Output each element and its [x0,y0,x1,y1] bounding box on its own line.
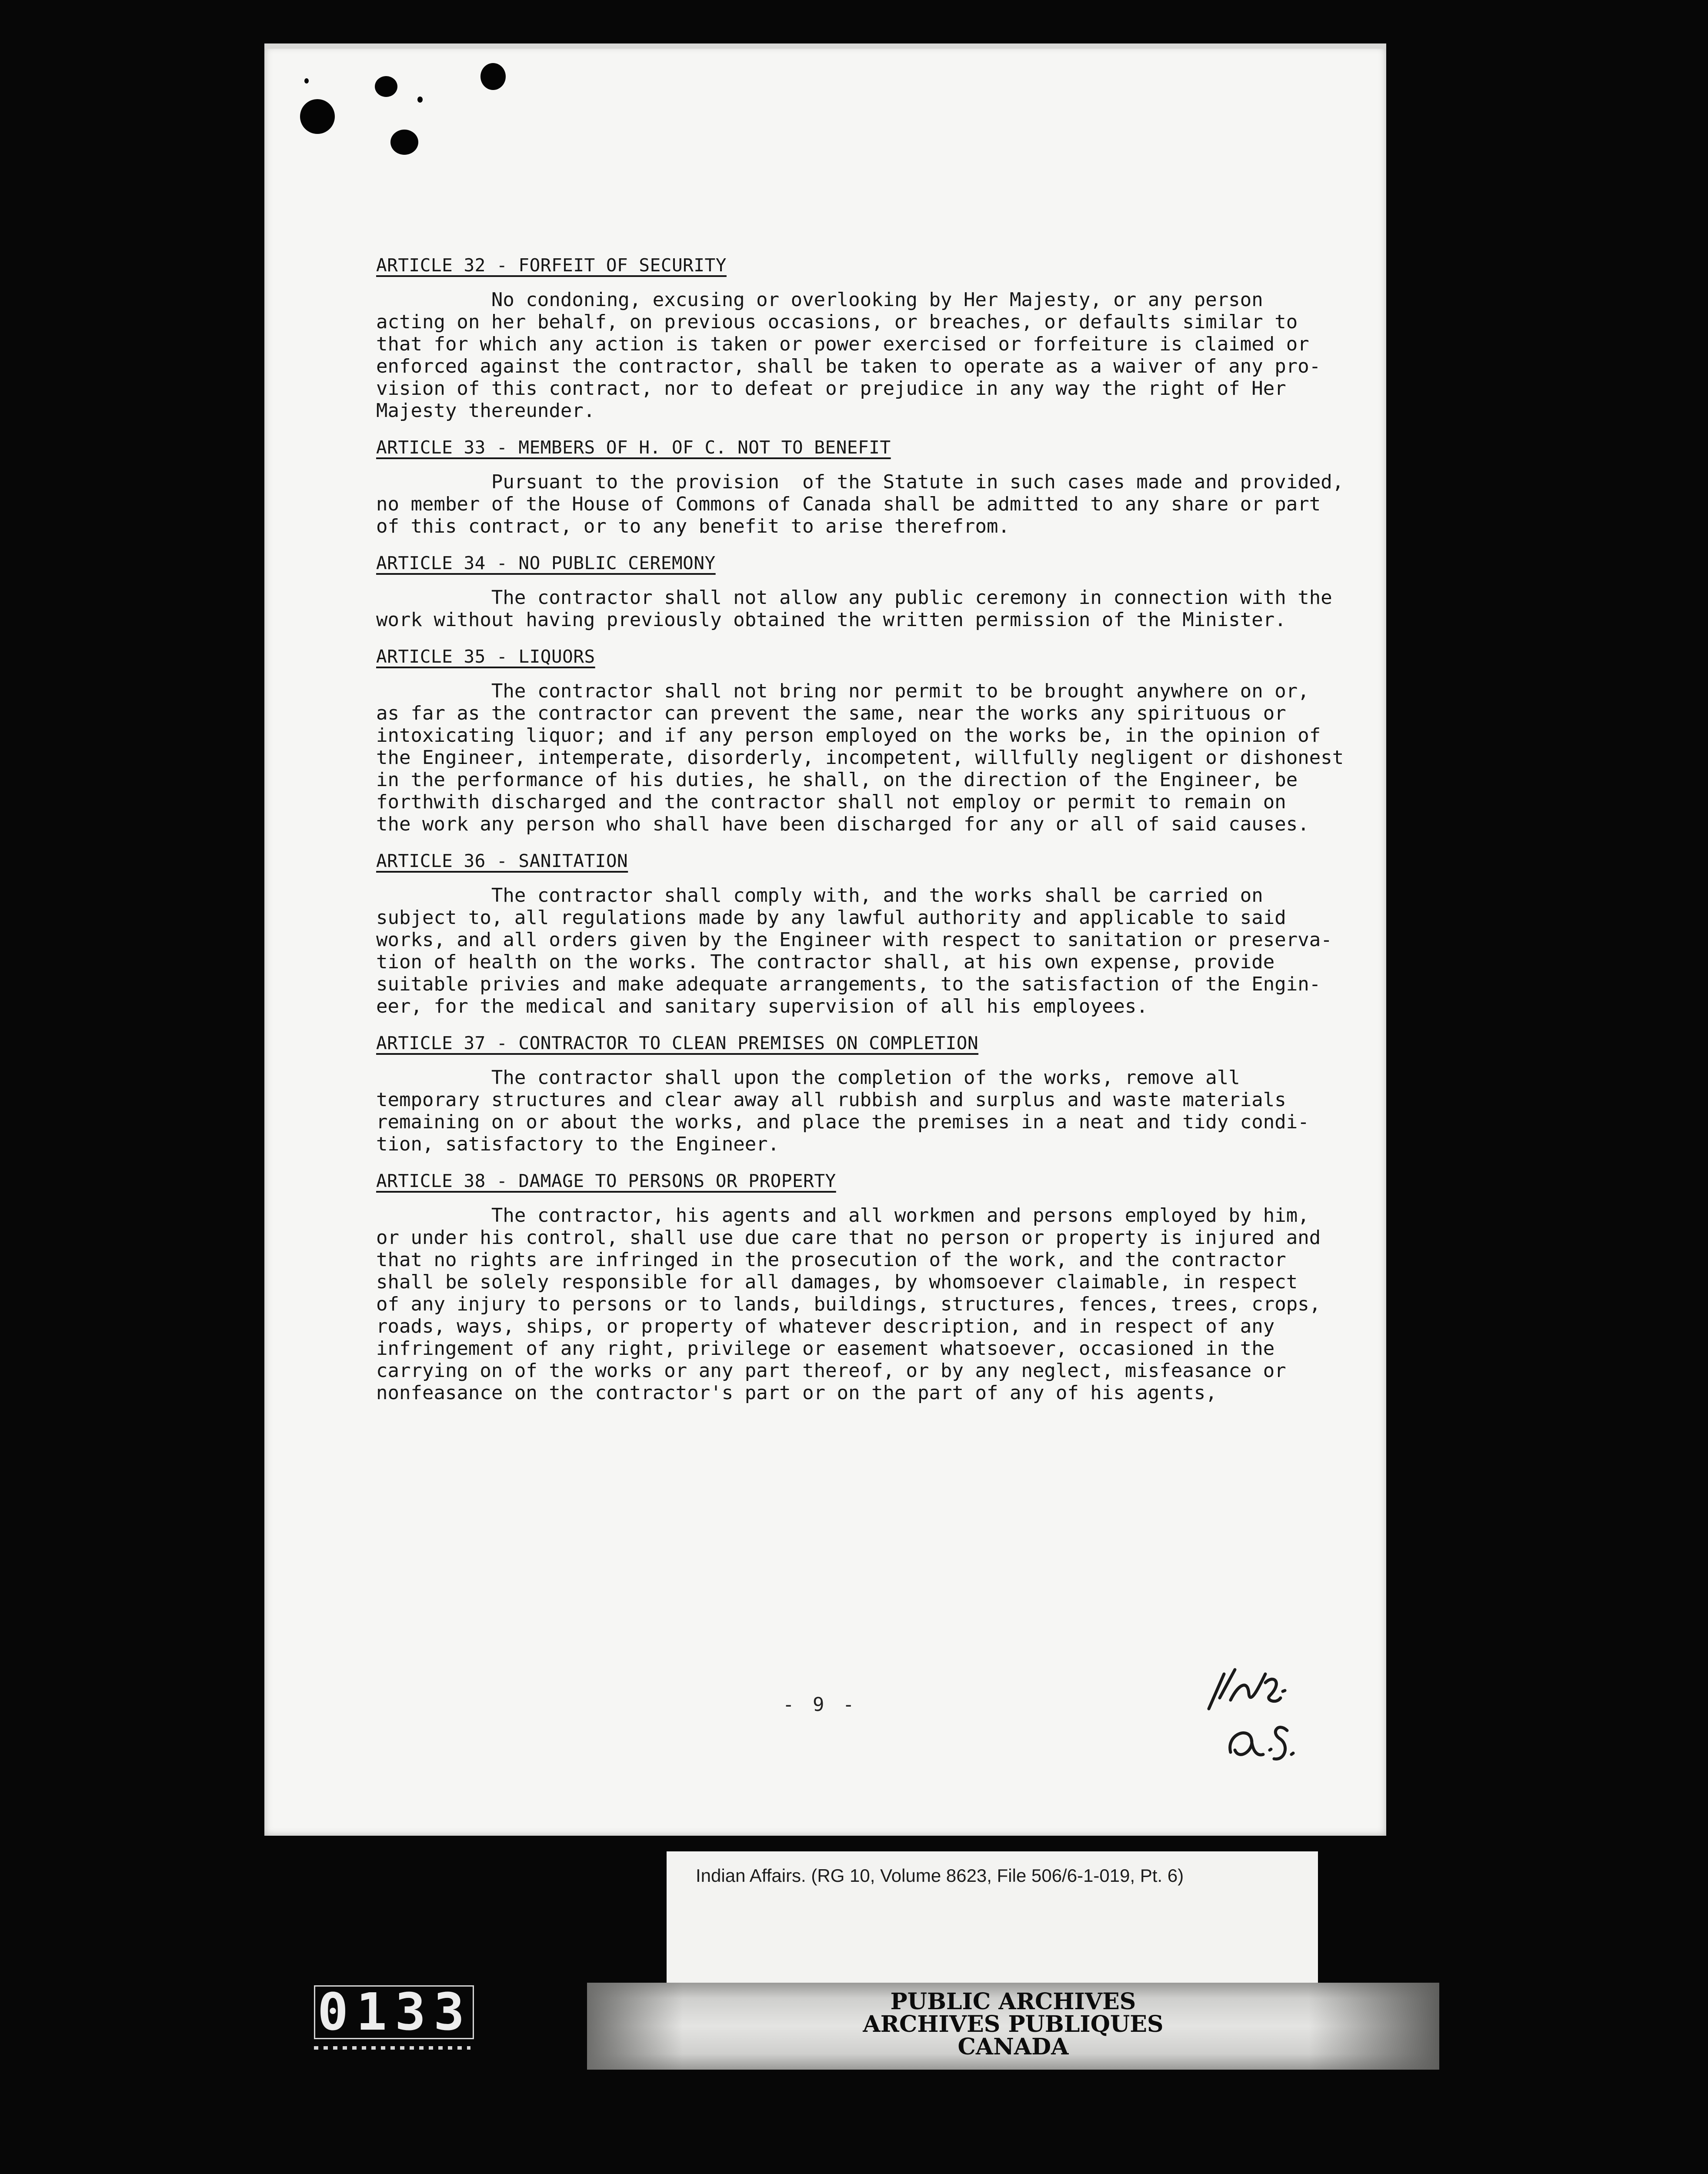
punch-hole [304,78,309,83]
handwritten-initials [1200,1657,1335,1770]
article-text: No condoning, excusing or overlooking by Her Majesty, or any person acting on her behalf, on previous occasions, or breaches, or defaults similar to that for which any action is taken or power exercised or forfeiture is claimed or enforced against the contractor, shall be taken to operate as a waiver of any pro- vision of this contract, nor to defeat or prejudice in any way the right of Her Majesty thereunder. [376,289,1321,422]
stamp-line: ARCHIVES PUBLIQUES [863,2011,1164,2037]
stamp-band-shadow [587,1983,683,2070]
article-text: The contractor shall not allow any public ceremony in connection with work without having previously obtained the written permission of the Minister. [376,587,1286,631]
article-heading: ARTICLE 32 - FORFEIT OF SECURITY [376,255,727,276]
article-34 [376,552,1307,631]
article-text: Pursuant to the provision of the Statute in such cases made and provided, no member of the House of Commons of Canada shall be admitted to any share or part of this contract, or to any benefit to arise therefrom. [376,471,1344,537]
article-text: The contractor shall not bring nor permit to be brought anywhere on or, as far as the contractor can prevent the same, near the works any spirituous or intoxicating liquor; and if any person employed on the works be, in the opinion the Engineer, intemperate, disorderly, incompetent, willfully negligent or dishonest in the performance of his duties, he shall, on the direction of the Engineer, be forthwith discharged and the contractor shall not employ or permit to remain on the work any person who shall have been discharged for any or all of said causes. [376,680,1344,835]
stamp-line: CANADA [957,2034,1069,2060]
article-heading: ARTICLE 36 - SANITATION [376,850,628,871]
public-archives-stamp [774,1988,1252,2060]
page-number: - 9 - [783,1694,858,1716]
article-33 [376,437,1344,537]
article-heading: ARTICLE 37 - CONTRACTOR TO CLEAN PREMISES ON COMPLETION [376,1033,979,1054]
punch-hole [300,99,335,134]
article-32 [376,254,1321,422]
document-body [376,254,1344,1419]
article-35 [376,646,1344,835]
stamp-line: PUBLIC ARCHIVES [890,1988,1136,2015]
punch-hole [480,63,506,90]
article-heading: ARTICLE 35 - LIQUORS [376,646,595,667]
stamp-band-shadow [1309,1983,1439,2070]
frame-counter: 0133 [317,1982,473,2042]
article-heading: ARTICLE 38 - DAMAGE TO PERSONS OR PROPERTY [376,1170,836,1191]
film-sprocket-marks [314,2046,470,2050]
article-36 [376,850,1332,1017]
archive-reference: Indian Affairs. (RG 10, Volume 8623, File 506/6-1-019, Pt. 6) [696,1865,1184,1886]
page-top-edge [264,43,1386,49]
punch-hole [417,97,423,103]
article-heading: ARTICLE 34 - NO PUBLIC CEREMONY [376,553,716,574]
article-37 [376,1032,1307,1155]
punch-hole [390,130,418,155]
article-text: The contractor, his agents and all workmen and persons employed by him, or under his control, shall use due care that no person or property is injured and that no rights are infringed in the prosecution of the work, and the contractor shall be solely responsible for all damages, by whomsoever claimable, in respect of any injury to persons or to lands, buildings, structures, fences, trees, crops, roads, ways, ships, or property of whatever description, and in respect of any infringement of any right, privilege or easement whatsoever, occasioned in the carrying on of the works or any part thereof, or by any neglect, misfeasance or nonfeasance on the contractor's part or on the part of any of his agents, [376,1204,1321,1404]
punch-hole [375,76,397,97]
article-text: The contractor shall comply with, and the works shall be carried on subject to, all regulations made by any lawful authority and applicable to said works, and all orders given by the Engineer with respect to sanitation or preserva- tion of health on the works. The contractor shall, at his own expense, provide suitable privies and make adequate arrangements, to the satisfaction of the Engin- eer, for the medical and sanitary supervision of all his employees. [376,884,1332,1017]
article-38 [376,1170,1321,1404]
article-heading: ARTICLE 33 - MEMBERS OF H. OF C. NOT TO BENEFIT [376,437,891,458]
article-text: The contractor shall upon the completion of the works, remove all temporary structures and clear away all rubbish and surplus and waste materials remaining on or about the works, and place the premises in a neat and tidy condi- tion, satisfactory to the Engineer. [376,1067,1309,1155]
